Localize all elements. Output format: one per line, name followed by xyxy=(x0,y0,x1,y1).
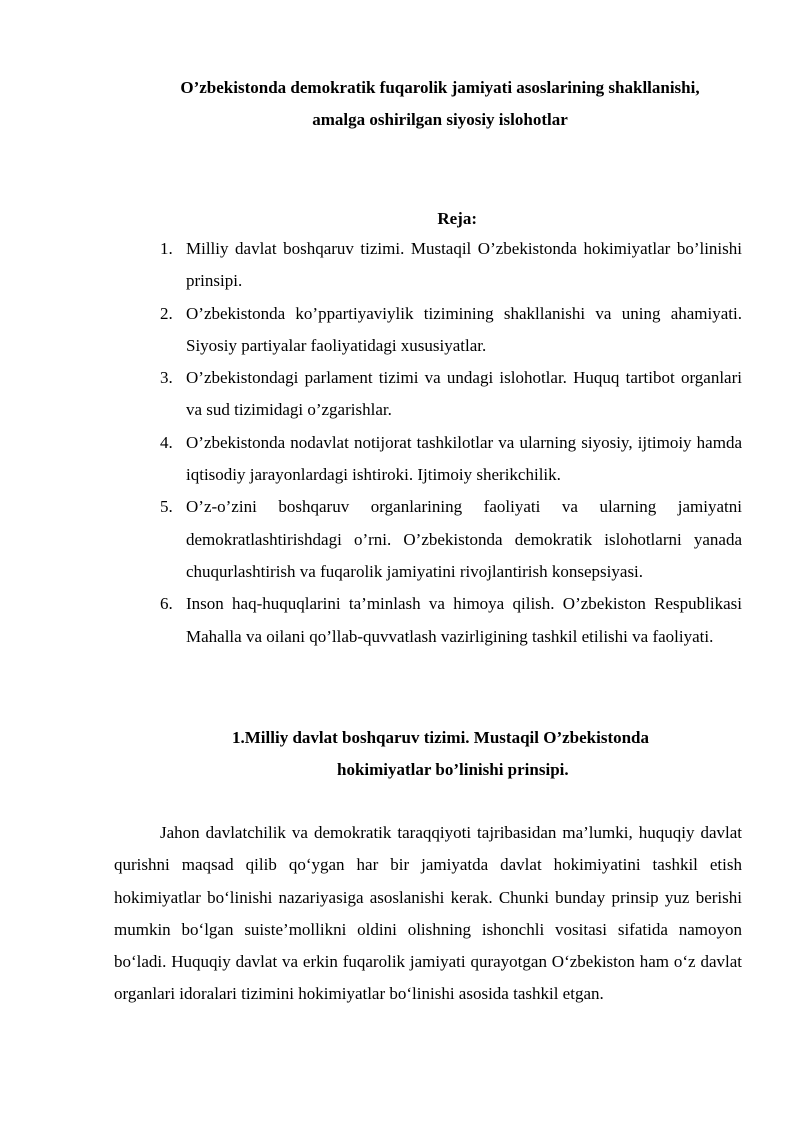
plan-item-number: 1. xyxy=(160,239,173,258)
plan-item-text: O’z-o’zini boshqaruv organlarining faoliyati va ularning jamiyatni demokratlashtirishdagi o’rni. O’zbekistonda demokratik islohotlarni yanada chuqurlashtirish va fuqarolik jamiyatini rivojlantirish konsepsiyasi. xyxy=(186,497,742,581)
document-title-line-1: O’zbekistonda demokratik fuqarolik jamiyati asoslarining shakllanishi, xyxy=(180,78,700,97)
plan-item-text: O’zbekistonda ko’ppartiyaviylik tizimining shakllanishi va uning ahamiyati. Siyosiy partiyalar faoliyatidagi xususiyatlar. xyxy=(186,303,742,355)
plan-list xyxy=(160,233,742,653)
section-title-line-1: 1.Milliy davlat boshqaruv tizimi. Mustaqil O’zbekistonda xyxy=(232,728,650,747)
plan-heading: Reja: xyxy=(437,209,477,228)
plan-item-number: 2. xyxy=(160,303,173,323)
plan-item-text: O’zbekistonda nodavlat notijorat tashkilotlar va ularning siyosiy, ijtimoiy hamda iqtisodiy jarayonlardagi ishtiroki. Ijtimoiy sherikchilik. xyxy=(186,432,742,485)
plan-item-number: 5. xyxy=(160,497,173,517)
plan-item-6 xyxy=(160,588,742,653)
plan-item-number: 3. xyxy=(160,368,173,388)
plan-item-1 xyxy=(160,233,742,298)
plan-item-5 xyxy=(160,491,742,588)
plan-item-number: 4. xyxy=(160,432,173,452)
plan-item-text: O’zbekistondagi parlament tizimi va undagi islohotlar. Huquq tartibot organlari va sud tizimidagi o’zgarishlar. xyxy=(186,368,742,420)
document-title xyxy=(110,72,770,136)
plan-item-text: Milliy davlat boshqaruv tizimi. Mustaqil O’zbekistonda hokimiyatlar bo’linishi prinsipi. xyxy=(186,239,742,291)
body-paragraph: Jahon davlatchilik va demokratik taraqqiyoti tajribasidan ma’lumki, huquqiy davlat qurishni maqsad qilib qo‘ygan har bir jamiyatda davlat hokimiyatini tashkil etish hokimiyatlar bo‘linishi nazariyasiga asoslanishi kerak. Chunki bunday prinsip yuz berishi mumkin bo‘lgan suiste’mollikni oldini olishning ishonchli vositasi sifatida namoyon bo‘ladi. Huquqiy davlat va erkin fuqarolik jamiyati qurayotgan O‘zbekiston ham o‘z davlat organlari idoralari tizimini hokimiyatlar bo‘linishi asosida tashkil etgan. xyxy=(114,823,742,1004)
plan-item-4 xyxy=(160,427,742,492)
plan-item-2 xyxy=(160,298,742,363)
section-title xyxy=(110,722,800,786)
document-title-line-2: amalga oshirilgan siyosiy islohotlar xyxy=(312,110,568,129)
plan-item-number: 6. xyxy=(160,594,173,614)
plan-item-text: Inson haq-huquqlarini ta’minlash va himoya qilish. O’zbekiston Respublikasi Mahalla va oilani qo’llab-quvvatlash vazirligining tashkil etilishi va faoliyati. xyxy=(186,594,742,646)
section-title-line-2: hokimiyatlar bo’linishi prinsipi. xyxy=(337,760,569,779)
plan-item-3 xyxy=(160,362,742,427)
